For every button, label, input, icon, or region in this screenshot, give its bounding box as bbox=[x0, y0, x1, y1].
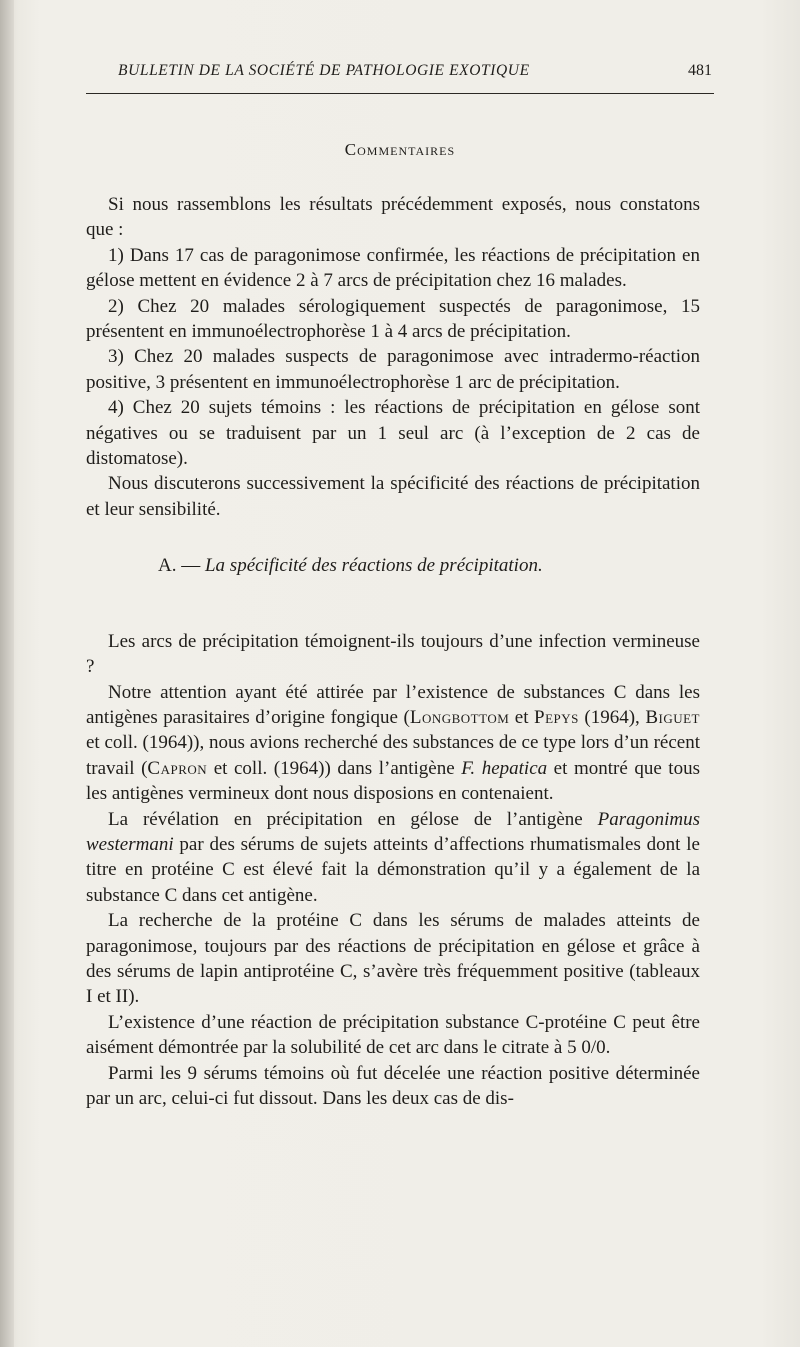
header-rule bbox=[86, 93, 714, 94]
page-number: 481 bbox=[688, 62, 712, 79]
journal-title: BULLETIN DE LA SOCIÉTÉ DE PATHOLOGIE EXOTIQUE bbox=[118, 62, 530, 79]
paragraph: 1) Dans 17 cas de paragonimose confirmée, les réactions de précipitation en gélose mettent en évidence 2 à 7 arcs de précipitation chez 16 malades. bbox=[86, 244, 700, 292]
subsection-heading bbox=[86, 553, 700, 578]
species-name: F. hepatica bbox=[461, 757, 548, 779]
text-run: et coll. (1964)), nous avions recherché des substances de ce type lors d’un récent travail ( bbox=[86, 732, 700, 779]
book-spine-shadow bbox=[0, 0, 14, 1347]
paragraph: 2) Chez 20 malades sérologiquement suspectés de paragonimose, 15 présentent en immunoélectrophorèse 1 à 4 arcs de précipitation. bbox=[86, 295, 700, 343]
text-run: et montré que tous les antigènes vermineux dont nous disposions en contenaient. bbox=[86, 757, 700, 805]
author-name: Capron bbox=[147, 757, 208, 779]
paragraph: L’existence d’une réaction de précipitation substance C-protéine C peut être aisément démontrée par la solubilité de cet arc dans le citrate à 5 0/0. bbox=[86, 1011, 700, 1059]
text-run: et bbox=[509, 706, 535, 728]
subsection-title: La spécificité des réactions de précipitation. bbox=[204, 555, 543, 577]
section-title: Commentaires bbox=[344, 140, 456, 159]
author-name: Biguet bbox=[645, 706, 700, 728]
paragraph: Si nous rassemblons les résultats précédemment exposés, nous constatons que : bbox=[86, 194, 700, 241]
paragraph bbox=[86, 680, 700, 807]
text-run: La révélation en précipitation en gélose de l’antigène bbox=[108, 808, 598, 830]
species-name: Paragonimus westermani bbox=[86, 808, 700, 855]
author-name: Longbottom bbox=[409, 706, 510, 728]
paragraph: La recherche de la protéine C dans les sérums de malades atteints de paragonimose, toujours par des réactions de précipitation en gélose et grâce à des sérums de lapin antiprotéine C, s’avère très fréquemment positive (tableaux I et II). bbox=[86, 910, 700, 1008]
paragraph: Parmi les 9 sérums témoins où fut décelée une réaction positive déterminée par un arc, celui-ci fut dissout. Dans les deux cas de dis- bbox=[86, 1062, 700, 1109]
text-run: (1964), bbox=[578, 706, 646, 728]
text-run: Notre attention ayant été attirée par l’existence de substances C dans les antigènes parasitaires d’origine fongique ( bbox=[86, 681, 700, 728]
text-run: par des sérums de sujets atteints d’affections rhumatismales dont le titre en protéine C est élevé fait la démonstration qu’il y a également de la substance C dans cet antigène. bbox=[86, 833, 700, 906]
subsection-label: A. — bbox=[158, 555, 201, 577]
text-run: et coll. (1964)) dans l’antigène bbox=[207, 757, 462, 779]
paragraph: 3) Chez 20 malades suspects de paragonimose avec intradermo-réaction positive, 3 présentent en immunoélectrophorèse 1 arc de précipitation. bbox=[86, 346, 700, 393]
author-name: Pepys bbox=[534, 706, 579, 728]
paragraph bbox=[86, 807, 700, 909]
paragraph: 4) Chez 20 sujets témoins : les réactions de précipitation en gélose sont négatives ou se traduisent par un 1 seul arc (à l’exception de 2 cas de distomatose). bbox=[86, 397, 700, 470]
paragraph: Nous discuterons successivement la spécificité des réactions de précipitation et leur sensibilité. bbox=[86, 473, 700, 520]
running-header bbox=[118, 62, 712, 88]
paragraph: Les arcs de précipitation témoignent-ils toujours d’une infection vermineuse ? bbox=[86, 630, 700, 678]
body-text bbox=[86, 192, 700, 1111]
